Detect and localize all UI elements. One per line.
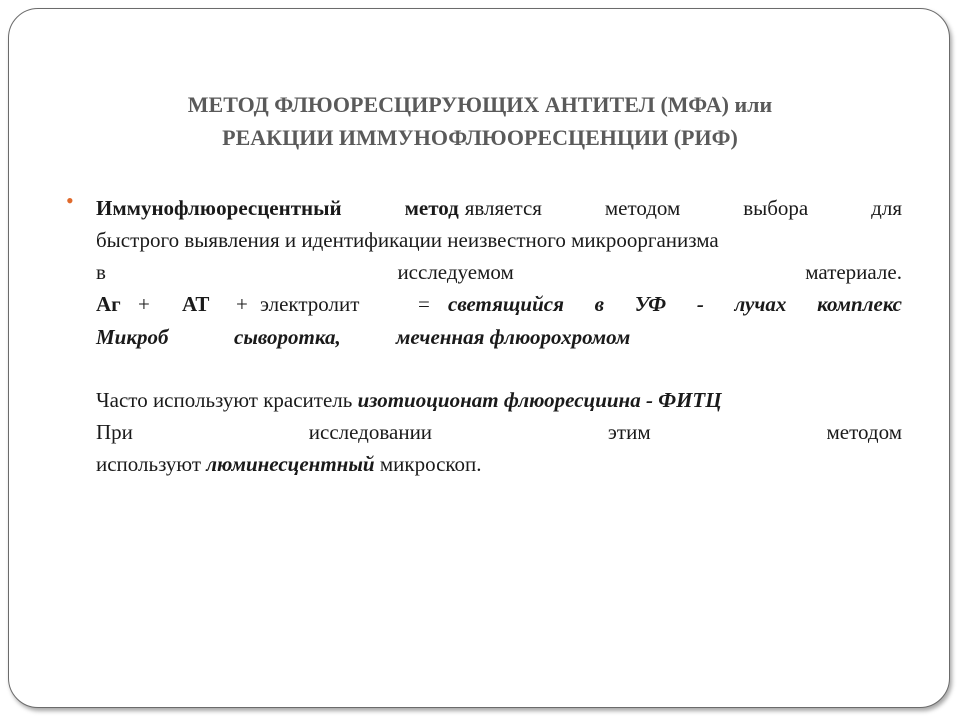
title-line-2: РЕАКЦИИ ИММУНОФЛЮОРЕСЦЕНЦИИ (РИФ) [222,125,738,150]
bullet-marker: • [66,188,74,213]
para2-line-2 [96,416,902,448]
para2-line-3 [96,448,902,480]
para1-line-2: быстрого выявления и идентификации неизвестного микроорганизма [96,228,719,252]
word-for: для [871,196,902,220]
word-research: исследовании [308,420,433,444]
word-in: в [96,260,106,284]
term-method: метод [404,196,459,220]
method-group [405,192,542,224]
word-when: При [96,420,133,444]
para2-text-microscope: микроскоп. [374,452,482,476]
label-fluorochrome: меченная флюорохромом [396,325,631,349]
word-this: этим [607,420,651,444]
slide-title [60,88,900,154]
formula-equals: = [418,292,430,316]
para2-text-use: используют [96,452,207,476]
label-serum: сыворотка, [234,325,341,349]
title-line-1: МЕТОД ФЛЮОРЕСЦИРУЮЩИХ АНТИТЕЛ (МФА) или [187,92,773,117]
term-immunofluorescent: Иммунофлюоресцентный [96,196,342,220]
para1-line-1 [96,192,902,224]
formula-at: АТ [182,292,210,316]
word-choice: выбора [743,196,809,220]
word-by-method: методом [826,420,902,444]
word-investigated: исследуемом [397,260,514,284]
word-material: материале. [805,260,902,284]
word-is: является [464,196,542,220]
para1-line-3 [96,256,902,288]
formula-ag: Аг [96,292,121,316]
formula-plus-2: + [236,292,248,316]
formula-line [96,288,902,320]
formula-plus-1: + [138,292,150,316]
formula-result: светящийся в УФ - лучах комплекс [448,292,902,316]
term-fitc: изотиоционат флюоресциина - ФИТЦ [357,388,722,412]
term-luminescent: люминесцентный [206,452,375,476]
label-microbe: Микроб [96,325,169,349]
para2-line-1 [96,384,902,416]
para2-text-plain: Часто используют краситель [96,388,358,412]
word-method: методом [604,196,681,220]
formula-electrolyte: электролит [260,292,360,316]
formula-labels-line [96,321,902,353]
